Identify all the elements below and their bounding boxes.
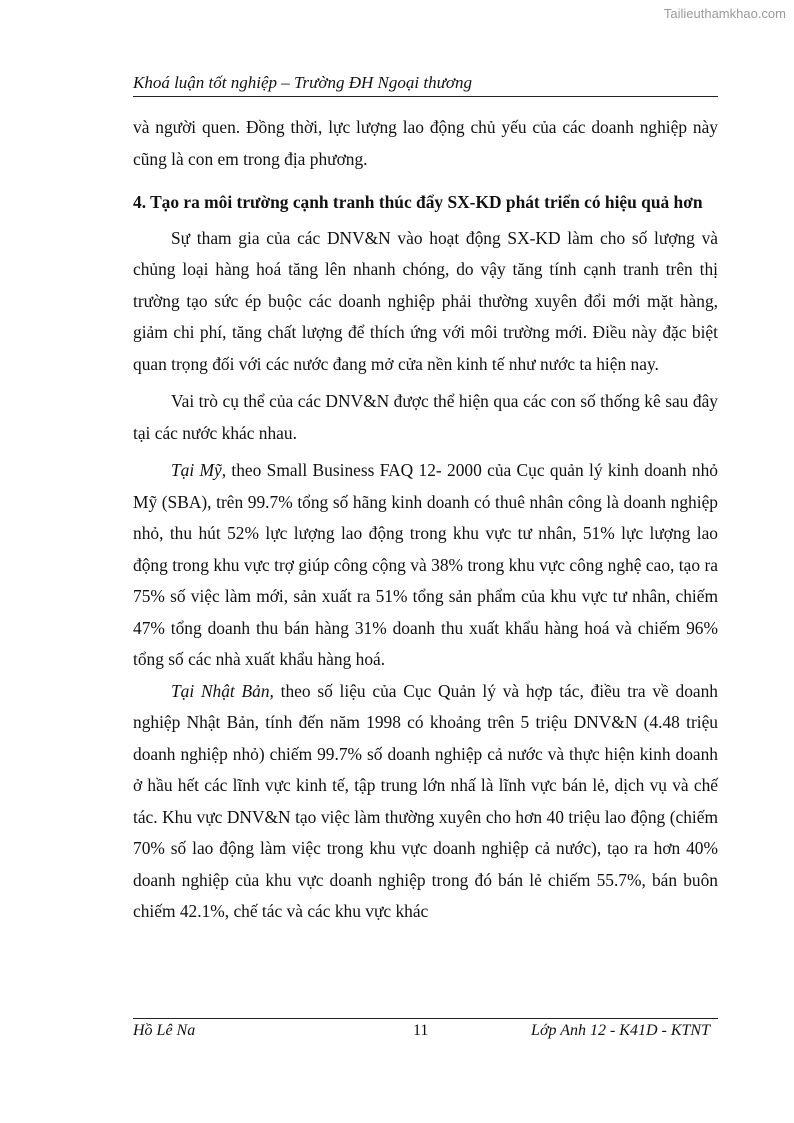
footer-divider (133, 1018, 718, 1019)
paragraph-japan (133, 676, 718, 928)
usa-lead: Tại Mỹ, (171, 460, 227, 480)
footer-class: Lớp Anh 12 - K41D - KTNT (531, 1022, 710, 1039)
paragraph-continuation: và người quen. Đồng thời, lực lượng lao động chủ yếu của các doanh nghiệp này cũng là con em trong địa phương. (133, 117, 718, 169)
paragraph-competition: Sự tham gia của các DNV&N vào hoạt động SX-KD làm cho số lượng và chủng loại hàng hoá tăng lên nhanh chóng, do vậy tăng tính cạnh tranh trên thị trường tạo sức ép buộc các doanh nghiệp phải thường xuyên đổi mới mặt hàng, giảm chi phí, tăng chất lượng để thích ứng với môi trường mới. Điều này đặc biệt quan trọng đối với các nước đang mở cửa nền kinh tế như nước ta hiện nay. (133, 227, 718, 374)
japan-lead: Tại Nhật Bản, (171, 680, 274, 701)
page-number: 11 (413, 1022, 429, 1039)
section-heading: 4. Tạo ra môi trường cạnh tranh thúc đẩy SX-KD phát triển có hiệu quả hơn (133, 192, 703, 212)
document-body (133, 112, 718, 928)
footer-author: Hồ Lê Na (133, 1022, 196, 1039)
japan-text: theo số liệu của Cục Quản lý và hợp tác, điều tra về doanh nghiệp Nhật Bản, tính đến năm 1998 có khoảng trên 5 triệu DNV&N (4.48 triệu doanh nghiệp nhỏ) chiếm 99.7% số doanh nghiệp cả nước và thực hiện kinh doanh ở hầu hết các lĩnh vực kinh tế, tập trung lớn nhấ là lĩnh vực bán lẻ, dịch vụ và chế tác. Khu vực DNV&N tạo việc làm thường xuyên cho hơn 40 triệu lao động (chiếm 70% số lao động làm việc trong khu vực doanh nghiệp cả nước), tạo ra hơn 40% doanh nghiệp của khu vực doanh nghiệp trong đó bán lẻ chiếm 55.7%, bán buôn chiếm 42.1%, chế tác và các khu vực khác (133, 680, 719, 921)
page-header: Khoá luận tốt nghiệp – Trường ĐH Ngoại thương (133, 72, 718, 97)
watermark: Tailieuthamkhao.com (663, 6, 786, 21)
usa-text: theo Small Business FAQ 12- 2000 của Cục quản lý kinh doanh nhỏ Mỹ (SBA), trên 99.7% tổng số hãng kinh doanh có thuê nhân công là doanh nghiệp nhỏ, thu hút 52% lực lượng lao động trong khu vực tư nhân, 51% lực lượng lao động trong khu vực trợ giúp công cộng và 38% trong khu vực công nghệ cao, tạo ra 75% số việc làm mới, sản xuất ra 51% tổng sản phẩm của khu vực tư nhân, chiếm 47% tổng doanh thu bán hàng 31% doanh thu xuất khẩu hàng hoá và chiếm 96% tổng số các nhà xuất khẩu hàng hoá. (133, 460, 718, 669)
paragraph-role-intro: Vai trò cụ thể của các DNV&N được thể hiện qua các con số thống kê sau đây tại các nước khác nhau. (133, 391, 718, 443)
paragraph-usa (133, 455, 718, 676)
